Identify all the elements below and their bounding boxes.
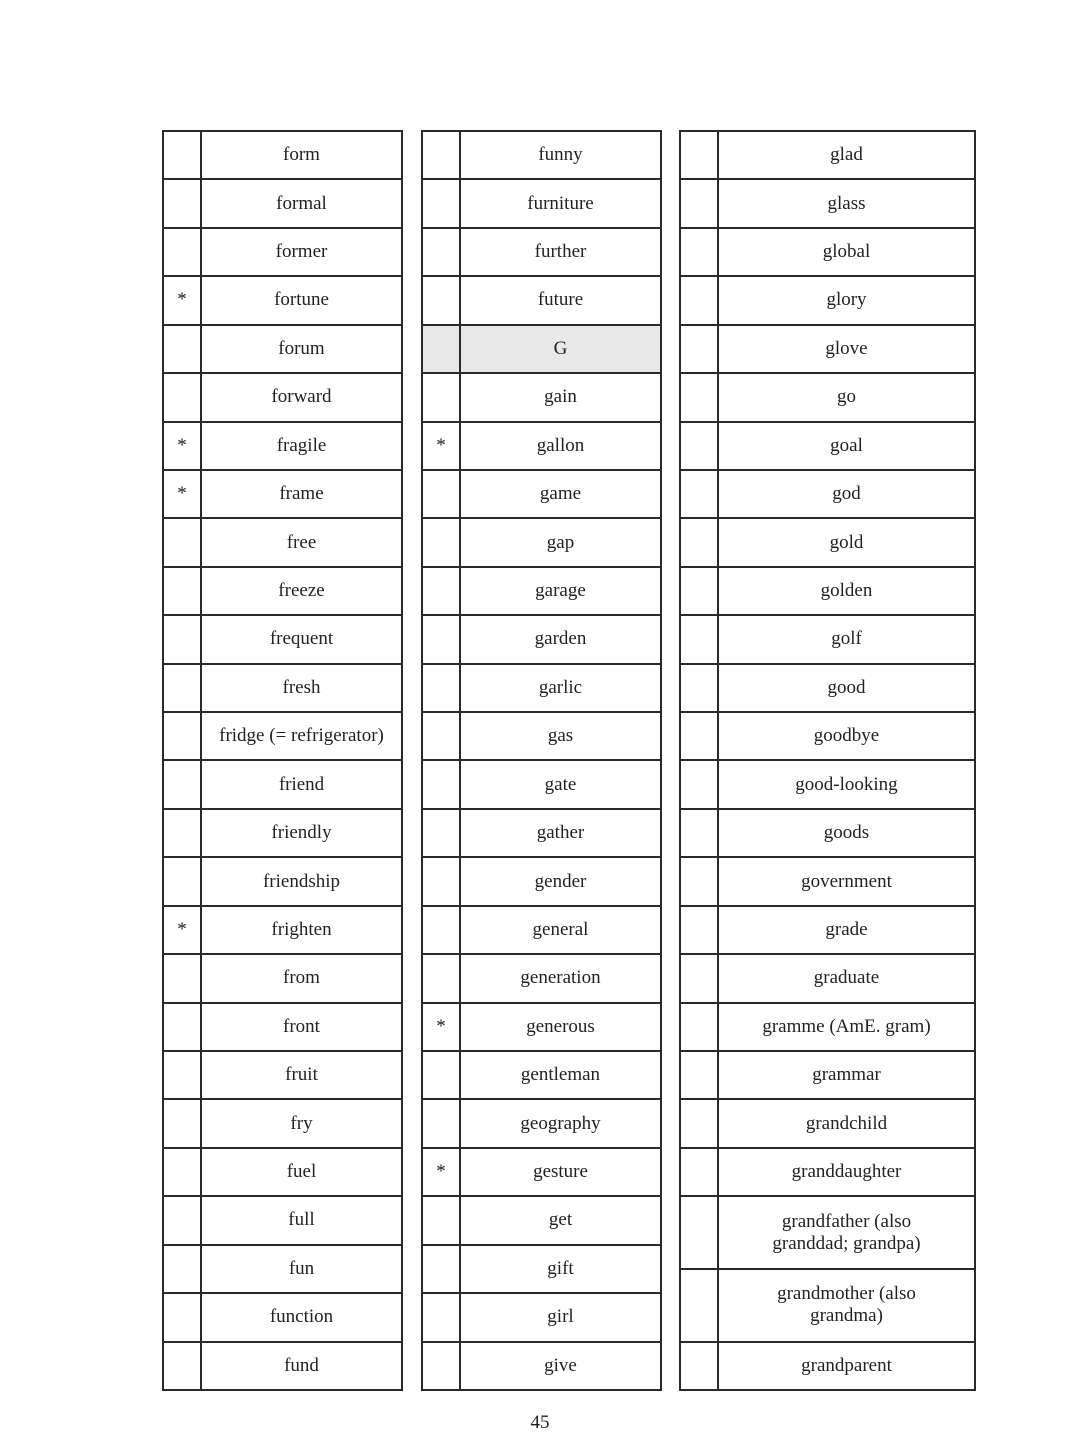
word-cell: gramme (AmE. gram) — [718, 1003, 975, 1051]
mark-cell — [680, 1148, 718, 1196]
word-cell: goodbye — [718, 712, 975, 760]
word-cell: game — [460, 470, 661, 518]
word-cell: gender — [460, 857, 661, 905]
table-row — [163, 1099, 402, 1147]
mark-cell — [422, 1293, 460, 1341]
table-row — [422, 809, 661, 857]
table-row — [163, 1003, 402, 1051]
table-row — [163, 567, 402, 615]
word-cell: goods — [718, 809, 975, 857]
mark-cell — [680, 954, 718, 1002]
word-cell: goal — [718, 422, 975, 470]
word-cell: gallon — [460, 422, 661, 470]
mark-cell — [163, 712, 201, 760]
word-cell: gold — [718, 518, 975, 566]
table-row — [163, 760, 402, 808]
table-row — [422, 470, 661, 518]
table-row — [422, 422, 661, 470]
mark-cell — [680, 518, 718, 566]
word-table-column-3 — [679, 130, 976, 1391]
mark-cell — [422, 179, 460, 227]
table-row — [422, 131, 661, 179]
word-cell: fortune — [201, 276, 402, 324]
table-row — [680, 1051, 975, 1099]
word-cell: gentleman — [460, 1051, 661, 1099]
table-row — [422, 906, 661, 954]
mark-cell — [680, 567, 718, 615]
table-row — [163, 276, 402, 324]
word-cell: full — [201, 1196, 402, 1244]
table-row — [422, 276, 661, 324]
mark-cell — [680, 276, 718, 324]
word-cell: government — [718, 857, 975, 905]
word-cell: fresh — [201, 664, 402, 712]
word-cell: god — [718, 470, 975, 518]
mark-cell — [422, 712, 460, 760]
table-row — [163, 906, 402, 954]
mark-cell: * — [163, 422, 201, 470]
table-row — [422, 1051, 661, 1099]
word-cell: garlic — [460, 664, 661, 712]
word-cell: geography — [460, 1099, 661, 1147]
mark-cell — [163, 760, 201, 808]
word-cell: grandfather (also granddad; grandpa) — [718, 1196, 975, 1269]
table-row — [163, 518, 402, 566]
table-row — [163, 809, 402, 857]
mark-cell — [163, 857, 201, 905]
mark-cell — [163, 518, 201, 566]
word-cell: frighten — [201, 906, 402, 954]
word-cell: golf — [718, 615, 975, 663]
mark-cell — [422, 373, 460, 421]
mark-cell — [422, 131, 460, 179]
word-cell: go — [718, 373, 975, 421]
mark-cell — [163, 664, 201, 712]
word-table-column-1 — [162, 130, 403, 1391]
mark-cell — [680, 615, 718, 663]
word-cell: fry — [201, 1099, 402, 1147]
word-cell: grandparent — [718, 1342, 975, 1390]
table-row — [163, 857, 402, 905]
word-cell: grade — [718, 906, 975, 954]
mark-cell — [163, 373, 201, 421]
table-row — [422, 857, 661, 905]
word-cell: golden — [718, 567, 975, 615]
word-cell: gesture — [460, 1148, 661, 1196]
mark-cell — [680, 1196, 718, 1269]
word-cell: generous — [460, 1003, 661, 1051]
mark-cell — [680, 1099, 718, 1147]
word-cell: fun — [201, 1245, 402, 1293]
mark-cell — [422, 906, 460, 954]
mark-cell — [422, 470, 460, 518]
table-row — [163, 1051, 402, 1099]
word-cell: furniture — [460, 179, 661, 227]
word-cell: good — [718, 664, 975, 712]
table-row — [163, 1342, 402, 1390]
word-cell: friendship — [201, 857, 402, 905]
mark-cell — [680, 1003, 718, 1051]
mark-cell — [422, 809, 460, 857]
word-cell: frequent — [201, 615, 402, 663]
mark-cell — [422, 1051, 460, 1099]
mark-cell — [163, 179, 201, 227]
mark-cell: * — [163, 906, 201, 954]
table-row — [680, 373, 975, 421]
mark-cell — [422, 567, 460, 615]
table-row — [422, 664, 661, 712]
mark-cell — [422, 1099, 460, 1147]
word-cell: forum — [201, 325, 402, 373]
word-cell: get — [460, 1196, 661, 1244]
word-cell: gather — [460, 809, 661, 857]
mark-cell: * — [422, 1003, 460, 1051]
mark-cell — [163, 325, 201, 373]
table-row — [680, 276, 975, 324]
table-row — [163, 131, 402, 179]
table-row — [680, 857, 975, 905]
word-cell: general — [460, 906, 661, 954]
mark-cell — [680, 470, 718, 518]
mark-cell — [422, 228, 460, 276]
table-row — [163, 179, 402, 227]
mark-cell — [680, 760, 718, 808]
mark-cell — [163, 1293, 201, 1341]
word-cell: formal — [201, 179, 402, 227]
table-row — [422, 1342, 661, 1390]
mark-cell — [422, 276, 460, 324]
table-row — [422, 518, 661, 566]
table-row — [422, 179, 661, 227]
word-cell: good-looking — [718, 760, 975, 808]
table-row — [422, 567, 661, 615]
table-row — [163, 228, 402, 276]
mark-cell — [163, 1099, 201, 1147]
mark-cell — [680, 228, 718, 276]
table-row — [422, 228, 661, 276]
mark-cell — [680, 664, 718, 712]
page-number: 45 — [530, 1412, 550, 1433]
mark-cell — [680, 1269, 718, 1342]
word-cell: glass — [718, 179, 975, 227]
table-row — [163, 422, 402, 470]
word-cell: front — [201, 1003, 402, 1051]
mark-cell — [422, 1196, 460, 1244]
table-row — [163, 1293, 402, 1341]
table-row — [422, 1099, 661, 1147]
mark-cell — [422, 954, 460, 1002]
mark-cell — [680, 906, 718, 954]
word-cell: fragile — [201, 422, 402, 470]
table-row — [680, 1269, 975, 1342]
mark-cell — [163, 131, 201, 179]
table-row — [680, 228, 975, 276]
mark-cell — [163, 1196, 201, 1244]
word-cell: freeze — [201, 567, 402, 615]
table-row — [680, 615, 975, 663]
word-cell: glad — [718, 131, 975, 179]
table-row — [680, 760, 975, 808]
mark-cell — [680, 712, 718, 760]
word-cell: gain — [460, 373, 661, 421]
table-row — [163, 664, 402, 712]
table-row — [163, 712, 402, 760]
mark-cell — [163, 615, 201, 663]
table-row — [680, 1342, 975, 1390]
word-cell: glove — [718, 325, 975, 373]
table-row — [163, 1245, 402, 1293]
table-row — [422, 325, 661, 373]
table-row — [422, 1148, 661, 1196]
table-row — [680, 518, 975, 566]
mark-cell — [163, 809, 201, 857]
letter-heading: G — [460, 325, 661, 373]
table-row — [680, 1003, 975, 1051]
mark-cell — [163, 1342, 201, 1390]
word-cell: from — [201, 954, 402, 1002]
word-cell: fund — [201, 1342, 402, 1390]
table-row — [163, 615, 402, 663]
word-cell: frame — [201, 470, 402, 518]
word-cell: future — [460, 276, 661, 324]
word-cell: friend — [201, 760, 402, 808]
mark-cell — [422, 518, 460, 566]
table-row — [680, 954, 975, 1002]
word-cell: friendly — [201, 809, 402, 857]
table-row — [680, 422, 975, 470]
table-row — [680, 809, 975, 857]
mark-cell — [422, 760, 460, 808]
table-row — [422, 712, 661, 760]
word-table-column-2 — [421, 130, 662, 1391]
word-cell: generation — [460, 954, 661, 1002]
word-cell: garage — [460, 567, 661, 615]
mark-cell — [680, 857, 718, 905]
word-cell: further — [460, 228, 661, 276]
word-cell: garden — [460, 615, 661, 663]
table-row — [680, 1099, 975, 1147]
table-row — [680, 179, 975, 227]
mark-cell: * — [422, 422, 460, 470]
mark-cell — [680, 179, 718, 227]
mark-cell — [680, 809, 718, 857]
mark-cell — [163, 1003, 201, 1051]
table-row — [422, 373, 661, 421]
mark-cell — [163, 1245, 201, 1293]
mark-cell — [163, 954, 201, 1002]
table-row — [680, 906, 975, 954]
mark-cell — [680, 325, 718, 373]
word-cell: gift — [460, 1245, 661, 1293]
table-row — [680, 1148, 975, 1196]
table-row — [163, 954, 402, 1002]
table-row — [163, 1196, 402, 1244]
mark-cell — [422, 325, 460, 373]
word-cell: global — [718, 228, 975, 276]
word-cell: granddaughter — [718, 1148, 975, 1196]
word-cell: form — [201, 131, 402, 179]
mark-cell — [680, 1051, 718, 1099]
table-row — [422, 1293, 661, 1341]
mark-cell — [163, 228, 201, 276]
word-cell: fuel — [201, 1148, 402, 1196]
table-row — [680, 470, 975, 518]
word-cell: grammar — [718, 1051, 975, 1099]
word-cell: girl — [460, 1293, 661, 1341]
word-cell: grandchild — [718, 1099, 975, 1147]
mark-cell — [422, 1342, 460, 1390]
mark-cell — [422, 664, 460, 712]
mark-cell — [680, 131, 718, 179]
table-row — [422, 1245, 661, 1293]
word-cell: forward — [201, 373, 402, 421]
word-cell: funny — [460, 131, 661, 179]
mark-cell — [163, 567, 201, 615]
table-row — [422, 1003, 661, 1051]
mark-cell — [680, 373, 718, 421]
table-row — [163, 1148, 402, 1196]
mark-cell: * — [163, 470, 201, 518]
table-row — [163, 470, 402, 518]
table-row — [680, 131, 975, 179]
word-cell: fruit — [201, 1051, 402, 1099]
mark-cell — [163, 1051, 201, 1099]
table-row — [680, 1196, 975, 1269]
mark-cell — [422, 615, 460, 663]
table-row — [422, 1196, 661, 1244]
word-cell: gap — [460, 518, 661, 566]
word-cell: free — [201, 518, 402, 566]
word-cell: graduate — [718, 954, 975, 1002]
word-cell: function — [201, 1293, 402, 1341]
word-cell: grandmother (also grandma) — [718, 1269, 975, 1342]
mark-cell — [680, 422, 718, 470]
table-row — [422, 615, 661, 663]
mark-cell — [422, 1245, 460, 1293]
mark-cell — [163, 1148, 201, 1196]
table-row — [680, 712, 975, 760]
table-row — [163, 373, 402, 421]
mark-cell — [680, 1342, 718, 1390]
word-cell: gate — [460, 760, 661, 808]
word-cell: fridge (= refrigerator) — [201, 712, 402, 760]
word-cell: former — [201, 228, 402, 276]
table-row — [422, 760, 661, 808]
table-row — [680, 567, 975, 615]
table-row — [422, 954, 661, 1002]
word-cell: gas — [460, 712, 661, 760]
mark-cell: * — [422, 1148, 460, 1196]
word-cell: glory — [718, 276, 975, 324]
word-cell: give — [460, 1342, 661, 1390]
mark-cell: * — [163, 276, 201, 324]
table-row — [680, 325, 975, 373]
table-row — [680, 664, 975, 712]
table-row — [163, 325, 402, 373]
mark-cell — [422, 857, 460, 905]
